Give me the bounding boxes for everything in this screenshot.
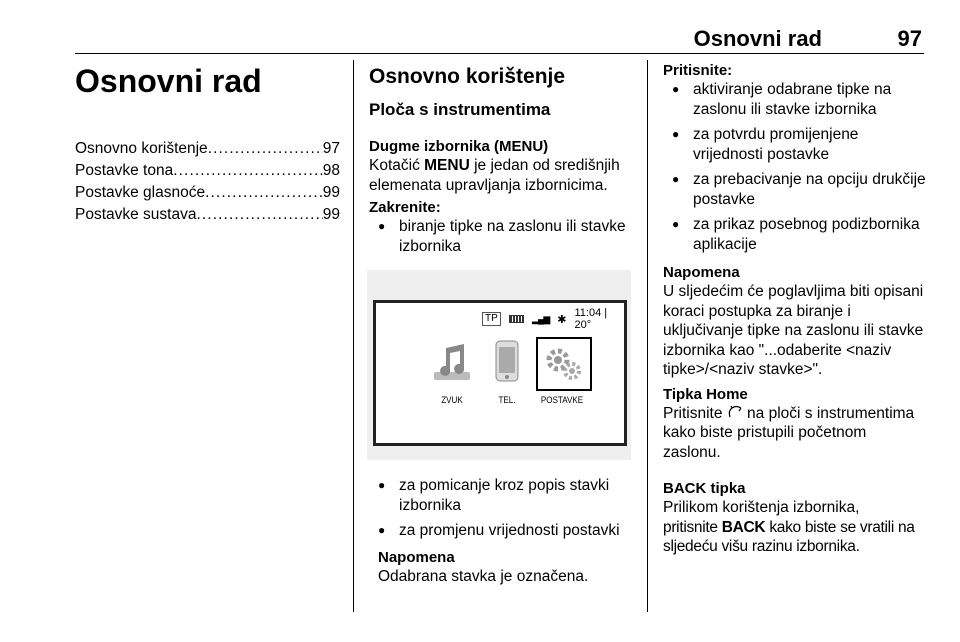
bullet-icon: ● (672, 172, 680, 186)
rotate-list (369, 217, 634, 256)
rotate-list-continued (369, 476, 634, 541)
list-item (663, 80, 928, 119)
note-heading: Napomena (663, 264, 740, 281)
tp-indicator: TP (482, 312, 501, 326)
header-rule (75, 53, 924, 54)
menu-label-zvuk: ZVUK (441, 395, 463, 406)
display-illustration (367, 270, 631, 460)
back-paragraph (663, 498, 928, 557)
list-item (663, 215, 928, 254)
text: kako biste se vratili na sljedeću višu razinu izbornika. (663, 518, 915, 555)
press-list (663, 80, 928, 254)
back-keyword: BACK (721, 518, 766, 536)
bullet-icon: ● (672, 127, 680, 141)
note-text: U sljedećim će poglavljima biti opisani koraci postupka za biranje i uključivanje tipke na zaslonu ili stavke izbornika kao "...odaberite <naziv tipke>/<naziv stavke>". (663, 283, 924, 378)
toc-leader (196, 204, 322, 226)
toc-label: Postavke glasnoće (75, 184, 206, 201)
text: Kotačić (369, 157, 425, 174)
toc-page: 98 (322, 162, 340, 179)
column-press (663, 62, 928, 557)
list-item (663, 125, 928, 164)
toc-item[interactable] (75, 138, 340, 160)
text: pritisnite (663, 518, 722, 536)
toc-leader (208, 138, 323, 160)
list-item-text: za pomicanje kroz popis stavki izbornika (399, 477, 610, 514)
text: je jedan od središnjih elemenata upravljanja izbornicima. (369, 157, 620, 194)
home-paragraph (663, 404, 928, 463)
toc-item[interactable] (75, 204, 340, 226)
page-header-title: Osnovni rad (693, 26, 822, 51)
text: na ploči s instrumentima kako biste pristupili početnom zaslonu. (663, 404, 915, 461)
note-heading: Napomena (378, 548, 455, 566)
column-basic-use (369, 62, 634, 586)
home-icon (727, 405, 743, 422)
column-toc (75, 62, 340, 226)
display-screen (373, 300, 627, 446)
status-bar (482, 307, 624, 331)
note-text: Odabrana stavka je označena. (378, 567, 589, 585)
column-divider-2 (647, 60, 648, 612)
text: Pritisnite (663, 404, 727, 422)
clock: 11:04 | 20° (574, 307, 608, 331)
list-item (663, 170, 928, 209)
toc-label: Postavke tona (75, 162, 174, 179)
bullet-icon: ● (378, 219, 386, 233)
toc-page: 97 (322, 140, 340, 157)
chapter-title: Osnovni rad (75, 63, 262, 99)
table-of-contents (75, 138, 340, 226)
menu-label-tel: TEL. (498, 395, 516, 406)
list-item (369, 217, 634, 256)
menu-label-postavke: POSTAVKE (540, 395, 584, 406)
time-text: 11:04 (574, 307, 602, 319)
toc-leader (205, 182, 323, 204)
toc-page: 99 (322, 184, 340, 201)
text: Prilikom korištenja izbornika, (663, 499, 860, 516)
bullet-icon: ● (378, 478, 386, 492)
phone-icon[interactable] (481, 337, 533, 387)
bullet-icon: ● (378, 523, 386, 537)
back-heading: BACK tipka (663, 480, 746, 497)
list-item (369, 521, 634, 541)
list-item-text: aktiviranje odabrane tipke na zaslonu ili stavke izbornika (693, 81, 892, 118)
subsection-title: Ploča s instrumentima (369, 100, 551, 119)
note-box (369, 549, 634, 587)
section-title: Osnovno korištenje (369, 65, 566, 88)
press-heading: Pritisnite: (663, 62, 733, 79)
rotate-heading: Zakrenite: (369, 199, 441, 216)
bullet-icon: ● (672, 82, 680, 96)
toc-item[interactable] (75, 182, 340, 204)
music-note-icon[interactable] (426, 337, 478, 387)
menu-keyword: MENU (424, 157, 470, 174)
note-box (663, 264, 928, 380)
toc-page: 99 (322, 206, 340, 223)
gear-icon[interactable] (536, 337, 592, 391)
list-item-text: za potvrdu promijenjene vrijednosti postavke (693, 126, 859, 163)
list-item-text: za prikaz posebnog podizbornika aplikacije (693, 216, 920, 253)
battery-icon (509, 315, 524, 323)
bluetooth-icon: ✱ (557, 313, 567, 326)
bullet-icon: ● (672, 217, 680, 231)
menu-knob-heading: Dugme izbornika (MENU) (369, 138, 549, 155)
toc-label: Postavke sustava (75, 206, 197, 223)
toc-label: Osnovno korištenje (75, 140, 208, 157)
signal-icon: ▂▄▆ (532, 313, 550, 324)
temperature-text: 20° (574, 319, 592, 331)
text-line (663, 519, 915, 556)
toc-item[interactable] (75, 160, 340, 182)
toc-leader (173, 160, 323, 182)
list-item-text: biranje tipke na zaslonu ili stavke izbornika (399, 218, 626, 255)
list-item-text: za prebacivanje na opciju drukčije postavke (693, 171, 926, 208)
page-number: 97 (897, 26, 922, 51)
list-item-text: za promjenu vrijednosti postavki (399, 522, 620, 539)
menu-knob-paragraph (369, 156, 634, 195)
column-divider-1 (353, 60, 354, 612)
home-heading: Tipka Home (663, 385, 748, 403)
list-item (369, 476, 634, 515)
